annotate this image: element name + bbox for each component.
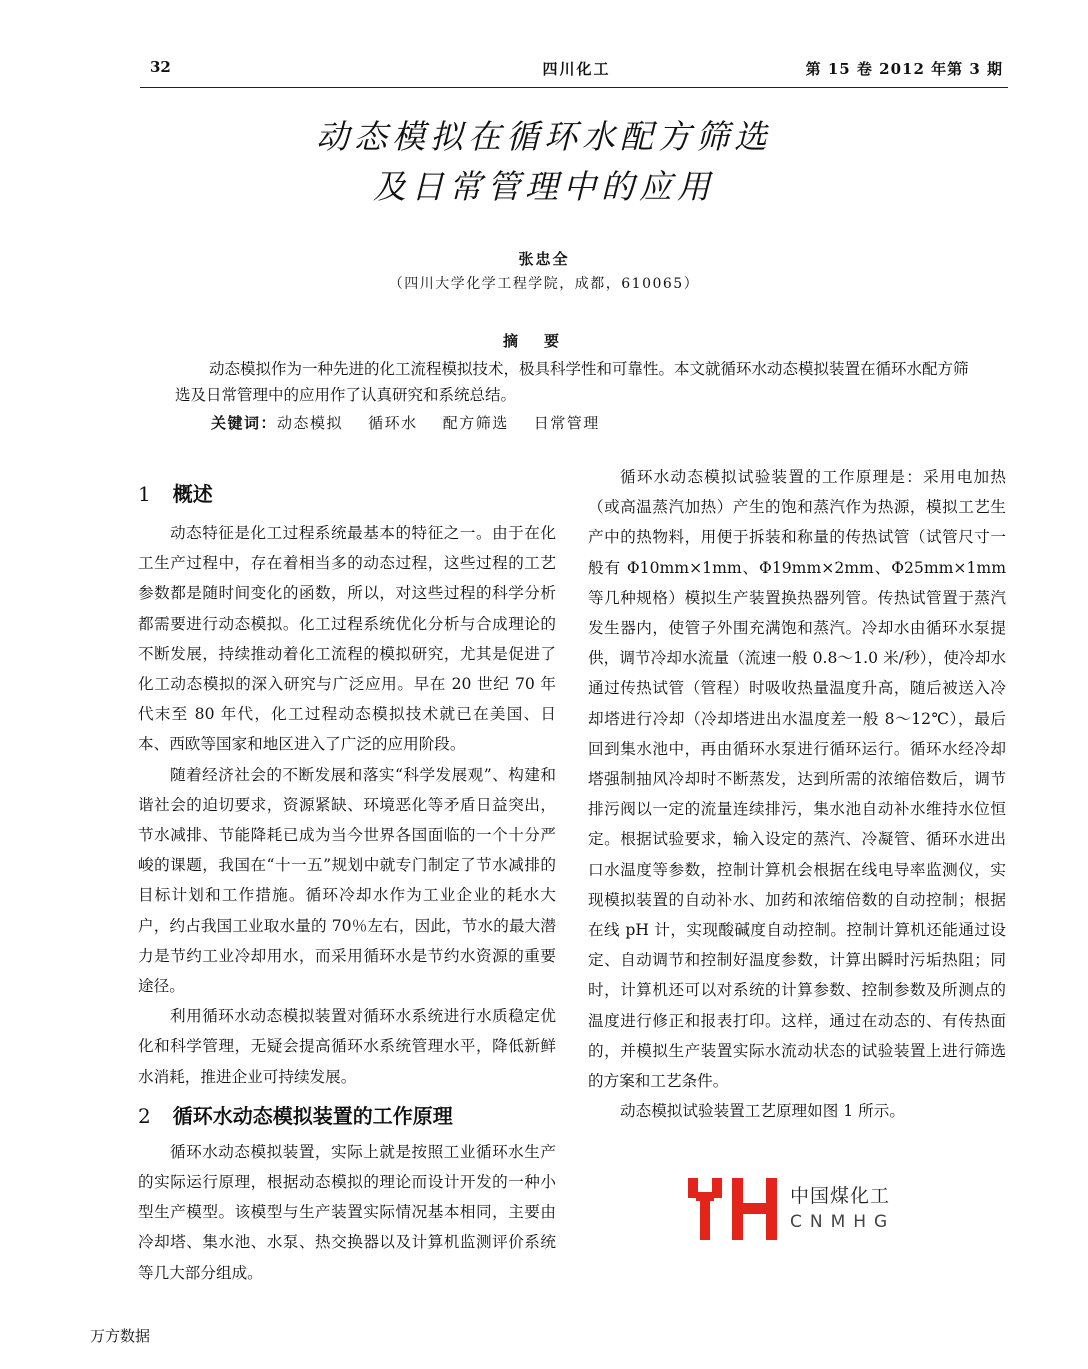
- abstract-body: 动态模拟作为一种先进的化工流程模拟技术，极具科学性和可靠性。本文就循环水动态模拟装置在循环水配方筛选及日常管理中的应用作了认真研究和系统总结。: [175, 360, 969, 404]
- watermark-chinese-text: 中国煤化工: [786, 1181, 894, 1208]
- watermark-english-text: CNMHG: [786, 1212, 899, 1232]
- author-name: 张忠全: [518, 250, 570, 268]
- keywords-label: 关键词：: [211, 414, 278, 432]
- keyword: 循环水: [368, 414, 418, 432]
- section-2-paragraph-2: 循环水动态模拟试验装置的工作原理是：采用电加热（或高温蒸汽加热）产生的饱和蒸汽作为热源，模拟工艺生产中的热物料，用便于拆装和称量的传热试管（试管尺寸一般有 Φ10mm×1mm、Φ19mm×2mm、Φ25mm×1mm 等几种规格）模拟生产装置换热器列管。传热试管置于蒸汽发生器内，使管子外围充满饱和蒸汽。冷却水由循环水泵提供，调节冷却水流量（流速一般 0.8～1.0 米/秒），使冷却水通过传热试管（管程）时吸收热量温度升高，随后被送入冷却塔进行冷却（冷却塔进出水温度差一般 8～12℃），最后回到集水池中，再由循环水泵进行循环运行。循环水经冷却塔强制抽风冷却时不断蒸发，达到所需的浓缩倍数后，调节排污阀以一定的流量连续排污，集水池自动补水维持水位恒定。根据试验要求，输入设定的蒸汽、冷凝管、循环水进出口水温度等参数，控制计算机会根据在线电导率监测仪，实现模拟装置的自动补水、加药和浓缩倍数的自动控制；根据在线 pH 计，实现酸碱度自动控制。控制计算机还能通过设定、自动调节和控制好温度参数，计算出瞬时污垢热阻；同时，计算机还可以对系统的计算参数、控制参数及所测点的温度进行修正和报表打印。这样，通过在动态的、有传热面的，并模拟生产装置实际水流动状态的试验装置上进行筛选的方案和工艺条件。: [588, 468, 1006, 1091]
- keyword: 日常管理: [533, 414, 600, 432]
- watermark-logo: [688, 1178, 1008, 1240]
- section-1-paragraph-3: 利用循环水动态模拟装置对循环水系统进行水质稳定优化和科学管理，无疑会提高循环水系统管理水平，降低新鲜水消耗，推进企业可持续发展。: [138, 1007, 556, 1086]
- title-line-1: 动态模拟在循环水配方筛选: [316, 117, 772, 156]
- section-1-title: 概述: [172, 482, 213, 506]
- section-1-paragraph-1: 动态特征是化工过程系统最基本的特征之一。由于在化工生产过程中，存在着相当多的动态过程，这些过程的工艺参数都是随时间变化的函数，所以，对这些过程的科学分析都需要进行动态模拟。化工过程系统优化分析与合成理论的不断发展，持续推动着化工流程的模拟研究，尤其是促进了化工动态模拟的深入研究与广泛应用。早在 20 世纪 70 年代末至 80 年代，化工过程动态模拟技术就已在美国、日本、西欧等国家和地区进入了广泛的应用阶段。: [138, 524, 556, 754]
- section-1-paragraph-2: 随着经济社会的不断发展和落实“科学发展观”、构建和谐社会的迫切要求，资源紧缺、环境恶化等矛盾日益突出，节水减排、节能降耗已成为当今世界各国面临的一个十分严峻的课题，我国在“十一五”规划中就专门制定了节水减排的目标计划和工作措施。循环冷却水作为工业企业的耗水大户，约占我国工业取水量的 70％左右，因此，节水的最大潜力是节约工业冷却用水，而采用循环水是节约水资源的重要途径。: [138, 765, 556, 996]
- article-title: [0, 112, 1088, 212]
- volume-issue: 第 15 卷 2012 年第 3 期: [805, 60, 1003, 78]
- watermark-mark-icon: [688, 1178, 784, 1240]
- running-header: [150, 58, 1003, 82]
- section-2-heading: [138, 1102, 556, 1130]
- section-1-heading: [138, 480, 556, 508]
- title-line-2: 及日常管理中的应用: [373, 167, 715, 206]
- header-rule: [140, 87, 1008, 88]
- page-number: 32: [150, 58, 171, 76]
- section-2-paragraph-3: 动态模拟试验装置工艺原理如图 1 所示。: [620, 1102, 905, 1121]
- keywords-line: [211, 412, 600, 433]
- section-2-title: 循环水动态模拟装置的工作原理: [172, 1103, 453, 1128]
- section-1-number: 1: [138, 482, 151, 506]
- right-column: [588, 462, 1006, 1126]
- left-column: [138, 462, 556, 1288]
- footer-source: 万方数据: [90, 1327, 151, 1345]
- section-2-paragraph-1: 循环水动态模拟装置，实际上就是按照工业循环水生产的实际运行原理，根据动态模拟的理论而设计开发的一种小型生产模型。该模型与生产装置实际情况基本相同，主要由冷却塔、集水池、水泵、热交换器以及计算机监测评价系统等几大部分组成。: [138, 1142, 556, 1282]
- keyword: 配方筛选: [442, 414, 509, 432]
- keyword: 动态模拟: [277, 414, 344, 432]
- abstract-heading: 摘要: [502, 332, 585, 350]
- author-affiliation: （四川大学化学工程学院，成都，610065）: [388, 276, 700, 292]
- section-2-number: 2: [138, 1103, 151, 1128]
- journal-name: 四川化工: [542, 60, 611, 78]
